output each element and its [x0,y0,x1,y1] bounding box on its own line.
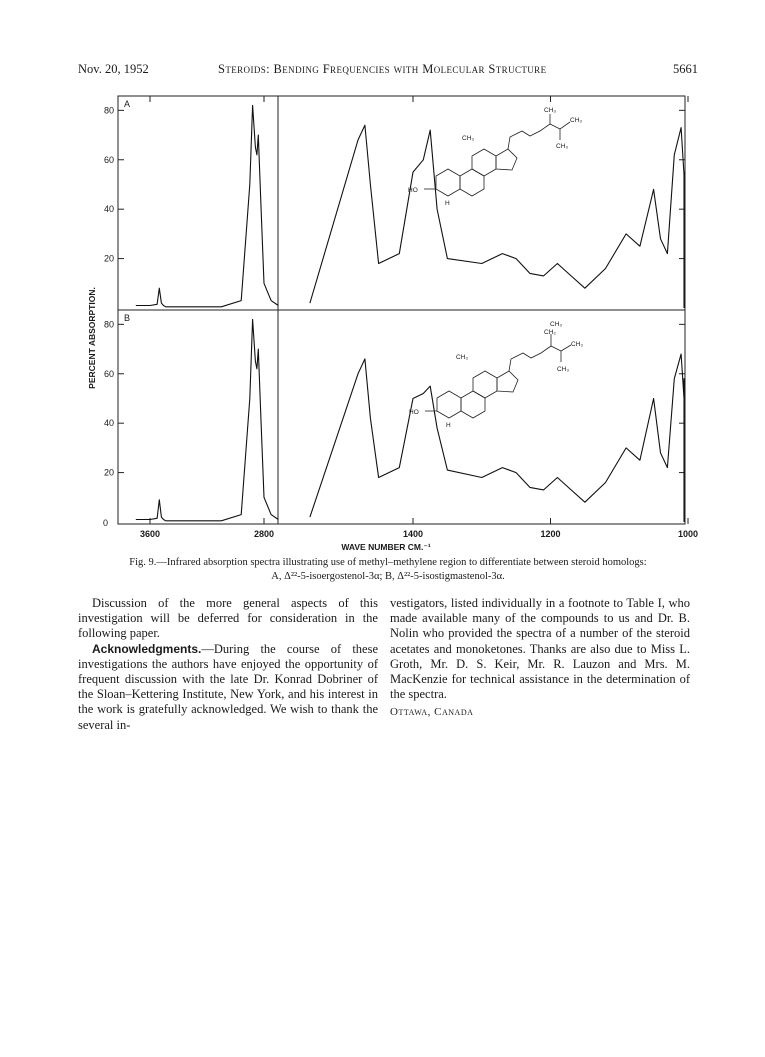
structure-a-labels [408,107,582,207]
y-tick-label-a-80: 80 [103,105,114,116]
caption-line-2: A, Δ²²-5-isoergostenol-3α; B, Δ²²-5-isostigmastenol-3α. [271,571,505,582]
y-tick-label-a-40: 40 [103,204,114,215]
sidechain-a [508,124,560,149]
ring-b-1 [437,391,461,418]
y-tick-label-b-60: 60 [103,368,114,379]
panel-label-a: A [124,99,131,109]
struct-b-h: H [446,422,451,429]
x-tick-label-2800: 2800 [253,529,275,539]
spectra-traces [136,105,684,522]
body-column-right [390,596,690,721]
x-axis-label: WAVE NUMBER CM.⁻¹ [341,542,431,552]
struct-b-ch3-3: CH₃ [571,341,584,348]
y-zero-label: 0 [102,518,108,528]
x-tick-label-1400: 1400 [402,529,424,539]
y-tick-label-a-60: 60 [103,154,114,165]
ring-a-2 [460,169,484,196]
y-axis-label: PERCENT ABSORPTION. [87,287,97,389]
ring-b-3 [473,371,497,398]
x-tick-label-3600: 3600 [139,529,161,539]
ring-a-1 [436,169,460,196]
running-title: Steroids: Bending Frequencies with Molecular Structure [218,62,547,76]
ring-a-4 [496,149,517,170]
struct-a-ch3-2: CH₃ [544,107,557,114]
ring-b-2 [461,391,485,418]
struct-b-ho: HO [409,409,419,416]
structure-a [424,114,570,196]
structure-b [425,334,571,418]
panel-b-frame [118,310,685,524]
y-tick-label-b-20: 20 [103,467,114,478]
acknowledgments-text: —During the course of these investigations the authors have enjoyed the opportunity of frequent discussion with the late Dr. Konrad Dobriner of the Sloan–Kettering Institute, New York, and his interest in the work is gratefully acknowledged. We wish to thank the several in- [78,641,378,732]
sidechain-b-end [561,345,571,351]
author-location: Ottawa, Canada [390,706,474,719]
struct-a-ch3-4: CH₃ [556,143,569,150]
y-tick-label-b-80: 80 [103,319,114,330]
figure-caption [78,556,698,584]
panel-a-frame [118,96,685,310]
spectrum-trace-b-high [136,319,278,520]
struct-a-ho: HO [408,187,418,194]
struct-a-ch3-1: CH₃ [462,135,475,142]
ring-b-4 [497,371,518,392]
caption-line-1: Fig. 9.—Infrared absorption spectra illustrating use of methyl–methylene region to differentiate between steroid homologs: [129,557,647,568]
issue-date: Nov. 20, 1952 [78,62,149,76]
y-tick-label-a-20: 20 [103,253,114,264]
struct-b-ch3-4: CH₃ [557,366,570,373]
body-column-left [78,596,378,733]
axis-tick-labels [104,105,698,539]
ring-a-3 [472,149,496,176]
struct-a-ch3-3: CH₃ [570,117,583,124]
structure-b-labels [409,321,583,429]
struct-b-ch3-1: CH₃ [456,354,469,361]
acknowledgments-paragraph [78,642,378,733]
x-tick-label-1200: 1200 [540,529,561,539]
spectrum-trace-a-high [136,105,278,306]
sidechain-b [509,346,561,371]
sidechain-a-end [560,122,570,129]
acknowledgments-heading: Acknowledgments. [92,641,202,656]
page-number: 5661 [673,62,698,76]
y-tick-label-b-40: 40 [103,418,114,429]
struct-a-h: H [445,200,450,207]
acknowledgments-continued: vestigators, listed individually in a footnote to Table I, who made available many of the compounds to us and Dr. B. Nolin who provided the spectra of a number of the steroid acetates and monoketones. Thanks are also due to Miss L. Groth, Mr. D. S. Keir, Mr. R. Lauzon and Mrs. M. MacKenzie for technical assistance in the determination of the spectra. [390,596,690,702]
x-tick-label-1000: 1000 [677,529,698,539]
struct-b-ch3-2: CH₃ [550,321,563,328]
page-header [78,62,698,78]
discussion-paragraph: Discussion of the more general aspects of this investigation will be deferred for consideration in the following paper. [78,596,378,641]
struct-b-ch2: CH₂ [544,329,556,336]
spectrum-trace-a-low [310,125,684,308]
panel-label-b: B [124,313,131,323]
infrared-spectra-figure [78,88,698,556]
